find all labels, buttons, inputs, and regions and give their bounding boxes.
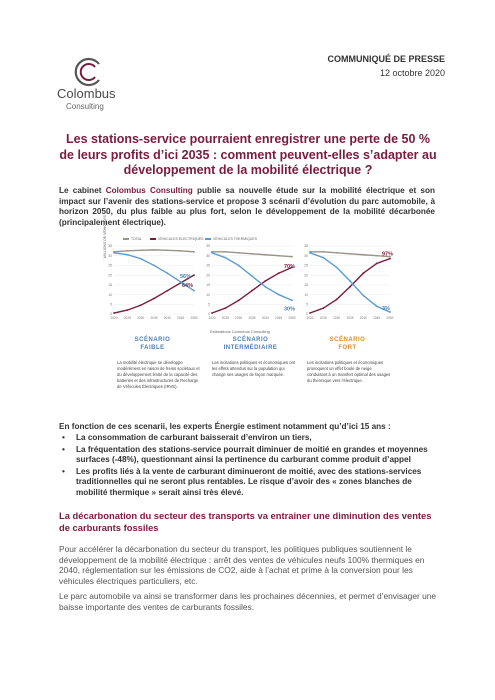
data-point (264, 286, 266, 288)
x-tick-label: 2030 (235, 316, 243, 320)
data-point (211, 252, 213, 254)
bullet-text: Les profits liés à la vente de carburant diminueront de moitié, avec des stations-services traditionnelles qui ne seront plus rentables. Le risque d’avoir des « zones blanches de mobilité thermique » serait ainsi très élevé. (76, 466, 422, 497)
data-point (126, 309, 128, 311)
scenario-charts (100, 240, 400, 330)
list-item (59, 433, 439, 444)
series-line (310, 253, 390, 312)
logo-subtitle: Consulting (66, 102, 104, 111)
y-tick-label: 15 (206, 283, 210, 288)
scenario-mid-title2: INTERMÉDIAIRE (223, 344, 278, 351)
data-point (362, 254, 364, 256)
data-point (309, 312, 311, 314)
scenario-high-title (305, 337, 390, 352)
percentage-annotation: 64% (182, 283, 194, 290)
data-point (322, 257, 324, 259)
y-tick-label: 5 (306, 302, 308, 307)
legend-thermal-label: VÉHICULES THERMIQUES (213, 237, 258, 241)
intro-paragraph (59, 186, 435, 228)
percentage-annotation: 70% (284, 264, 296, 271)
data-point (389, 258, 391, 260)
colombus-logo-icon (72, 55, 106, 89)
data-point (153, 298, 155, 300)
x-tick-label: 2020 (208, 316, 216, 320)
bullet-dot: • (62, 466, 65, 476)
data-point (291, 256, 293, 258)
data-point (349, 286, 351, 288)
y-tick-label: 35 (206, 244, 210, 249)
legend-total-label: TOTAL (131, 237, 142, 241)
x-tick-label: 2040 (163, 316, 171, 320)
scenario-mid-title1: SCÉNARIO (232, 337, 269, 343)
x-tick-label: 2020 (306, 316, 314, 320)
page-title: Les stations-service pourraient enregistrer une perte de 50 % de leurs profits d’ici 2035 : comment peuvent-elles s’adapter au développement de la mobilité électrique ? (59, 132, 437, 177)
bullet-dot: • (62, 433, 65, 442)
y-tick-label: 15 (108, 283, 112, 288)
data-point (238, 252, 240, 254)
press-release-date: 12 octobre 2020 (379, 68, 445, 78)
data-point (113, 252, 115, 254)
logo-name: Colombus (57, 86, 116, 101)
paragraph-1: Pour accélérer la décarbonation du secteur du transport, les politiques publiques soutiennent le développement de la mobilité électrique : arrêt des ventes de véhicules neufs 100% thermiques en 2040, réglementation sur les émissions de CO2, aide à l’achat et prime à la conversion pour les véhicules électriques particuliers, etc. (59, 544, 425, 587)
scenario-low-description: La mobilité électrique se développe modérément en raison de freins sociétaux et du développement limité de la capacité des batteries et des infrastructures de Recharge de Véhicules Électriques (IRVE). (117, 360, 200, 389)
x-tick-label: 2045 (373, 316, 381, 320)
y-tick-label: 10 (206, 292, 210, 297)
data-point (153, 249, 155, 251)
data-point (362, 295, 364, 297)
y-tick-label: 30 (108, 253, 112, 258)
y-tick-label: 25 (304, 263, 308, 268)
data-point (140, 249, 142, 251)
data-point (180, 250, 182, 252)
bullet-text: La consommation de carburant baisserait d’environ un tiers, (76, 433, 312, 442)
scenario-high-title2: FORT (338, 344, 357, 351)
scenario-low-title (115, 337, 190, 352)
data-point (193, 290, 195, 292)
data-point (362, 272, 364, 274)
x-tick-label: 2025 (123, 316, 131, 320)
data-point (166, 272, 168, 274)
key-findings-list (59, 433, 439, 499)
y-tick-label: 15 (304, 283, 308, 288)
x-tick-label: 2025 (221, 316, 229, 320)
scenario-low-title2: FAIBLE (140, 344, 165, 351)
intro-pre: Le cabinet (59, 186, 106, 195)
data-point (251, 275, 253, 277)
x-tick-label: 2045 (177, 316, 185, 320)
list-item (59, 445, 439, 466)
data-point (349, 253, 351, 255)
data-point (211, 312, 213, 314)
x-tick-label: 2020 (110, 316, 118, 320)
data-point (193, 274, 195, 276)
y-tick-label: 35 (108, 244, 112, 249)
series-line (114, 275, 194, 313)
intro-post: publie sa nouvelle étude sur la mobilité électrique et son impact sur l’avenir des stations-service et propose 3 scénarii d’évolution du parc automobile, à horizon 2050, du plus faible au plus fort, selon le développement de la mobilité décarbonée (principalement électrique). (59, 186, 435, 227)
data-point (336, 299, 338, 301)
data-point (193, 251, 195, 253)
y-tick-label: 10 (108, 292, 112, 297)
data-point (376, 305, 378, 307)
x-tick-label: 2040 (261, 316, 269, 320)
data-point (376, 255, 378, 257)
percentage-annotation: 56% (180, 273, 192, 280)
data-point (166, 290, 168, 292)
percentage-annotation: 97% (382, 251, 394, 258)
x-tick-label: 2025 (319, 316, 327, 320)
data-point (224, 307, 226, 309)
data-point (278, 255, 280, 257)
scenario-high-description: Les incitations politiques et économiques provoquent un effet boule de neige conduisant à un transfert optimal des usages du thermique vers l’électrique. (307, 360, 391, 383)
x-tick-label: 2050 (288, 316, 296, 320)
data-point (140, 258, 142, 260)
legend-electric-label: VÉHICULES ÉLECTRIQUES (158, 237, 204, 241)
paragraph-2: Le parc automobile va ainsi se transformer dans les prochaines décennies, et permet d’envisager une baisse importante des ventes de carburants fossiles. (59, 591, 437, 612)
y-tick-label: 0 (306, 312, 308, 317)
y-axis-label: MILLIONS DE VÉHICULES (103, 215, 107, 258)
data-point (376, 263, 378, 265)
data-point (309, 252, 311, 254)
y-tick-label: 0 (110, 312, 112, 317)
y-tick-label: 0 (208, 312, 210, 317)
company-name: Colombus Consulting (105, 186, 193, 195)
data-point (278, 272, 280, 274)
x-tick-label: 2045 (275, 316, 283, 320)
x-tick-label: 2035 (150, 316, 158, 320)
y-tick-label: 30 (304, 253, 308, 258)
bullets-intro: En fonction de ces scenarii, les experts Énergie estiment notamment qu’d’ici 15 ans : (59, 422, 391, 431)
y-tick-label: 35 (304, 244, 308, 249)
data-point (251, 253, 253, 255)
data-point (349, 280, 351, 282)
x-tick-label: 2035 (346, 316, 354, 320)
data-point (336, 252, 338, 254)
x-tick-label: 2050 (386, 316, 394, 320)
scenario-mid-description: Les incitations politiques et économiques ont les effets attendus sur la population qui change ses usages de façon marquée. (212, 360, 296, 377)
y-tick-label: 20 (304, 273, 308, 278)
y-tick-label: 25 (108, 263, 112, 268)
press-release-label: COMMUNIQUÉ DE PRESSE (327, 54, 445, 64)
data-point (322, 307, 324, 309)
data-point (238, 265, 240, 267)
bullet-dot: • (62, 444, 65, 454)
y-tick-label: 5 (208, 302, 210, 307)
chart-panel-0 (108, 244, 198, 320)
x-tick-label: 2035 (248, 316, 256, 320)
y-tick-label: 20 (206, 273, 210, 278)
percentage-annotation: 3% (382, 306, 390, 313)
series-line (310, 259, 390, 313)
y-tick-label: 25 (206, 263, 210, 268)
y-tick-label: 20 (108, 273, 112, 278)
x-tick-label: 2040 (359, 316, 367, 320)
data-point (166, 249, 168, 251)
section-title: La décarbonation du secteur des transports va entrainer une diminution des ventes de carburants fossiles (59, 510, 432, 533)
data-point (153, 265, 155, 267)
percentage-annotation: 30% (284, 306, 296, 313)
data-point (264, 254, 266, 256)
chart-source: Estimations Colombus Consulting (210, 329, 270, 334)
y-tick-label: 10 (304, 292, 308, 297)
y-tick-label: 30 (206, 253, 210, 258)
x-tick-label: 2030 (137, 316, 145, 320)
x-tick-label: 2050 (190, 316, 198, 320)
chart-panel-1 (206, 244, 296, 320)
bullet-text: La fréquentation des stations-service pourrait diminuer de moitié en grandes et moyennes surfaces (-48%), questionnant ainsi la pertinence du carburant comme produit d’appel (76, 444, 428, 464)
scenario-high-title1: SCÉNARIO (329, 337, 366, 343)
scenario-mid-title (208, 337, 293, 352)
data-point (336, 266, 338, 268)
data-point (264, 280, 266, 282)
list-item (59, 467, 439, 499)
y-tick-label: 5 (110, 302, 112, 307)
data-point (322, 251, 324, 253)
data-point (238, 300, 240, 302)
data-point (113, 312, 115, 314)
scenario-low-title1: SCÉNARIO (134, 337, 171, 343)
data-point (140, 304, 142, 306)
data-point (126, 250, 128, 252)
data-point (224, 257, 226, 259)
data-point (291, 300, 293, 302)
x-tick-label: 2030 (333, 316, 341, 320)
data-point (278, 294, 280, 296)
data-point (224, 251, 226, 253)
data-point (251, 290, 253, 292)
data-point (126, 254, 128, 256)
chart-panel-2 (304, 244, 394, 320)
